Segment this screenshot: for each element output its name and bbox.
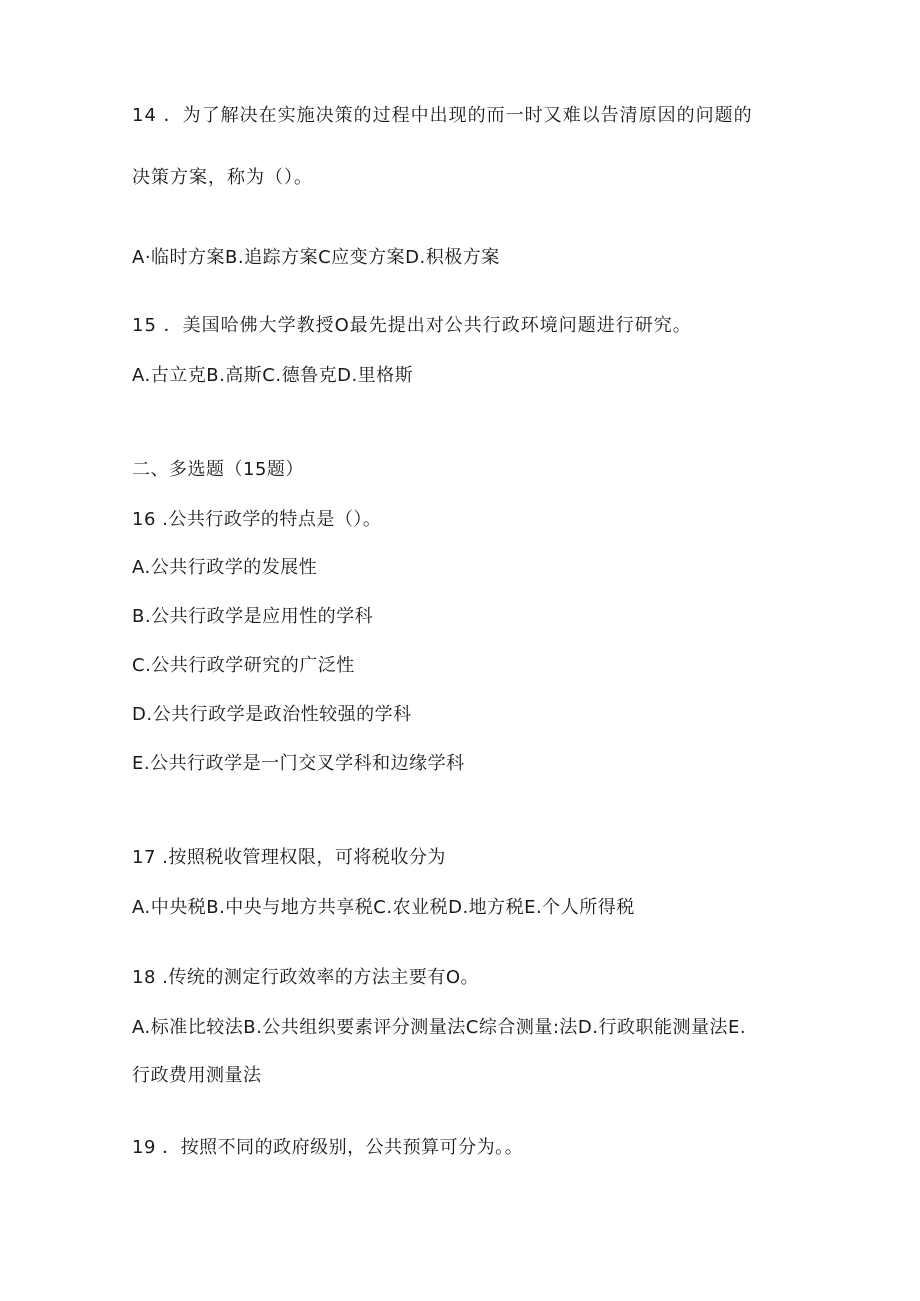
question-18-options-line-1: A.标准比较法B.公共组织要素评分测量法C综合测量:法D.行政职能测量法E. [132,1017,747,1038]
question-16-option-c: C.公共行政学研究的广泛性 [132,655,355,676]
question-18-options-line-2: 行政费用测量法 [132,1065,262,1086]
question-14-options: A·临时方案B.追踪方案C应变方案D.积极方案 [132,247,500,268]
question-17-options: A.中央税B.中央与地方共享税C.农业税D.地方税E.个人所得税 [132,897,635,918]
question-16-option-a: A.公共行政学的发展性 [132,557,318,578]
question-19-stem: 19 ．按照不同的政府级别，公共预算可分为。。 [132,1137,524,1158]
question-15-options: A.古立克B.高斯C.德鲁克D.里格斯 [132,365,414,386]
question-18-stem: 18 .传统的测定行政效率的方法主要有O。 [132,967,480,988]
question-16-stem: 16 .公共行政学的特点是（）。 [132,509,382,530]
question-17-stem: 17 .按照税收管理权限，可将税收分为 [132,847,446,868]
question-16-option-b: B.公共行政学是应用性的学科 [132,606,374,627]
question-16-option-d: D.公共行政学是政治性较强的学科 [132,704,412,725]
question-16-option-e: E.公共行政学是一门交叉学科和边缘学科 [132,753,465,774]
section-header: 二、多选题（15题） [132,459,304,480]
question-15-stem: 15 ．美国哈佛大学教授O最先提出对公共行政环境问题进行研究。 [132,315,692,336]
question-14-stem-line-2: 决策方案，称为（）。 [132,167,313,188]
question-14-stem-line-1: 14 ．为了解决在实施决策的过程中出现的而一时又难以告清原因的问题的 [132,105,753,126]
